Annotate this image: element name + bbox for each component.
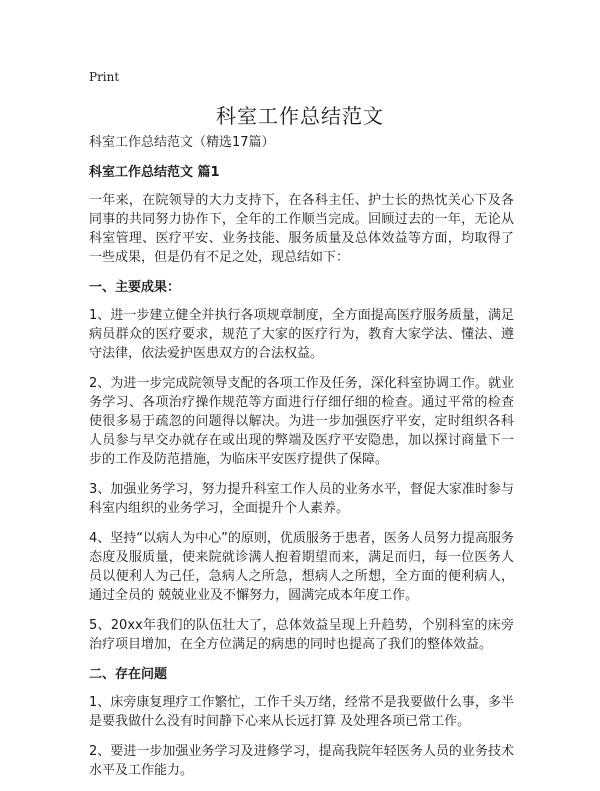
article-heading: 科室工作总结范文 篇1	[89, 165, 220, 180]
page-title: 科室工作总结范文	[216, 104, 384, 128]
problem-item: 1、床旁康复理疗工作繁忙，工作千头万绪，经常不是我要做什么事，多半是要我做什么没有时间静下心来从长远打算 及处理各项已常工作。	[89, 695, 514, 729]
section-heading-achievements: 一、主要成果：	[89, 280, 181, 295]
print-link[interactable]: Print	[89, 70, 120, 84]
achievement-item: 4、坚持“以病人为中心”的原则，优质服务于患者，医务人员努力提高服务态度及服质量，使来院就诊满人抱着期望而来，满足而归，每一位医务人员以便利人为己任，急病人之所急，想病人之所想，全方面的便利病人，通过全员的 兢兢业业及不懈努力，圆满完成本年度工作。	[89, 531, 514, 603]
problem-item: 2、要进一步加强业务学习及进修学习，提高我院年轻医务人员的业务技术水平及工作能力。	[89, 744, 514, 778]
achievement-item: 3、加强业务学习，努力提升科室工作人员的业务水平，督促大家准时参与科室内组织的业务学习，全面提升个人素养。	[89, 482, 514, 516]
achievement-item: 5、20xx年我们的队伍壮大了，总体效益呈现上升趋势，个别科室的床旁治疗项目增加，在全方位满足的病患的同时也提高了我们的整体效益。	[89, 618, 514, 652]
document-body	[89, 133, 514, 791]
achievement-item: 1、进一步建立健全并执行各项规章制度，全方面提高医疗服务质量，满足病员群众的医疗要求，规范了大家的医疗行为，教育大家学法、懂法、遵守法律，依法爱护医患双方的合法权益。	[89, 308, 514, 361]
intro-paragraph: 一年来，在院领导的大力支持下，在各科主任、护士长的热忱关心下及各同事的共同努力协作下，全年的工作顺当完成。回顾过去的一年，无论从科室管理、医疗平安、业务技能、服务质量及总体效益等方面，均取得了一些成果，但是仍有不足之处，现总结如下：	[89, 193, 514, 265]
achievement-item: 2、为进一步完成院领导支配的各项工作及任务，深化科室协调工作。就业务学习、各项治疗操作规范等方面进行仔细仔细的检查。通过平常的检查使很多易于疏忽的问题得以解决。为进一步加强医疗平安，定时组织各科人员参与早交办就存在或出现的弊端及医疗平安隐患，加以探讨商量下一步的工作及防范措施，为临床平安医疗提供了保障。	[89, 376, 514, 467]
section-heading-problems: 二、存在问题	[89, 667, 168, 682]
document-subtitle: 科室工作总结范文（精选17篇）	[89, 135, 275, 150]
